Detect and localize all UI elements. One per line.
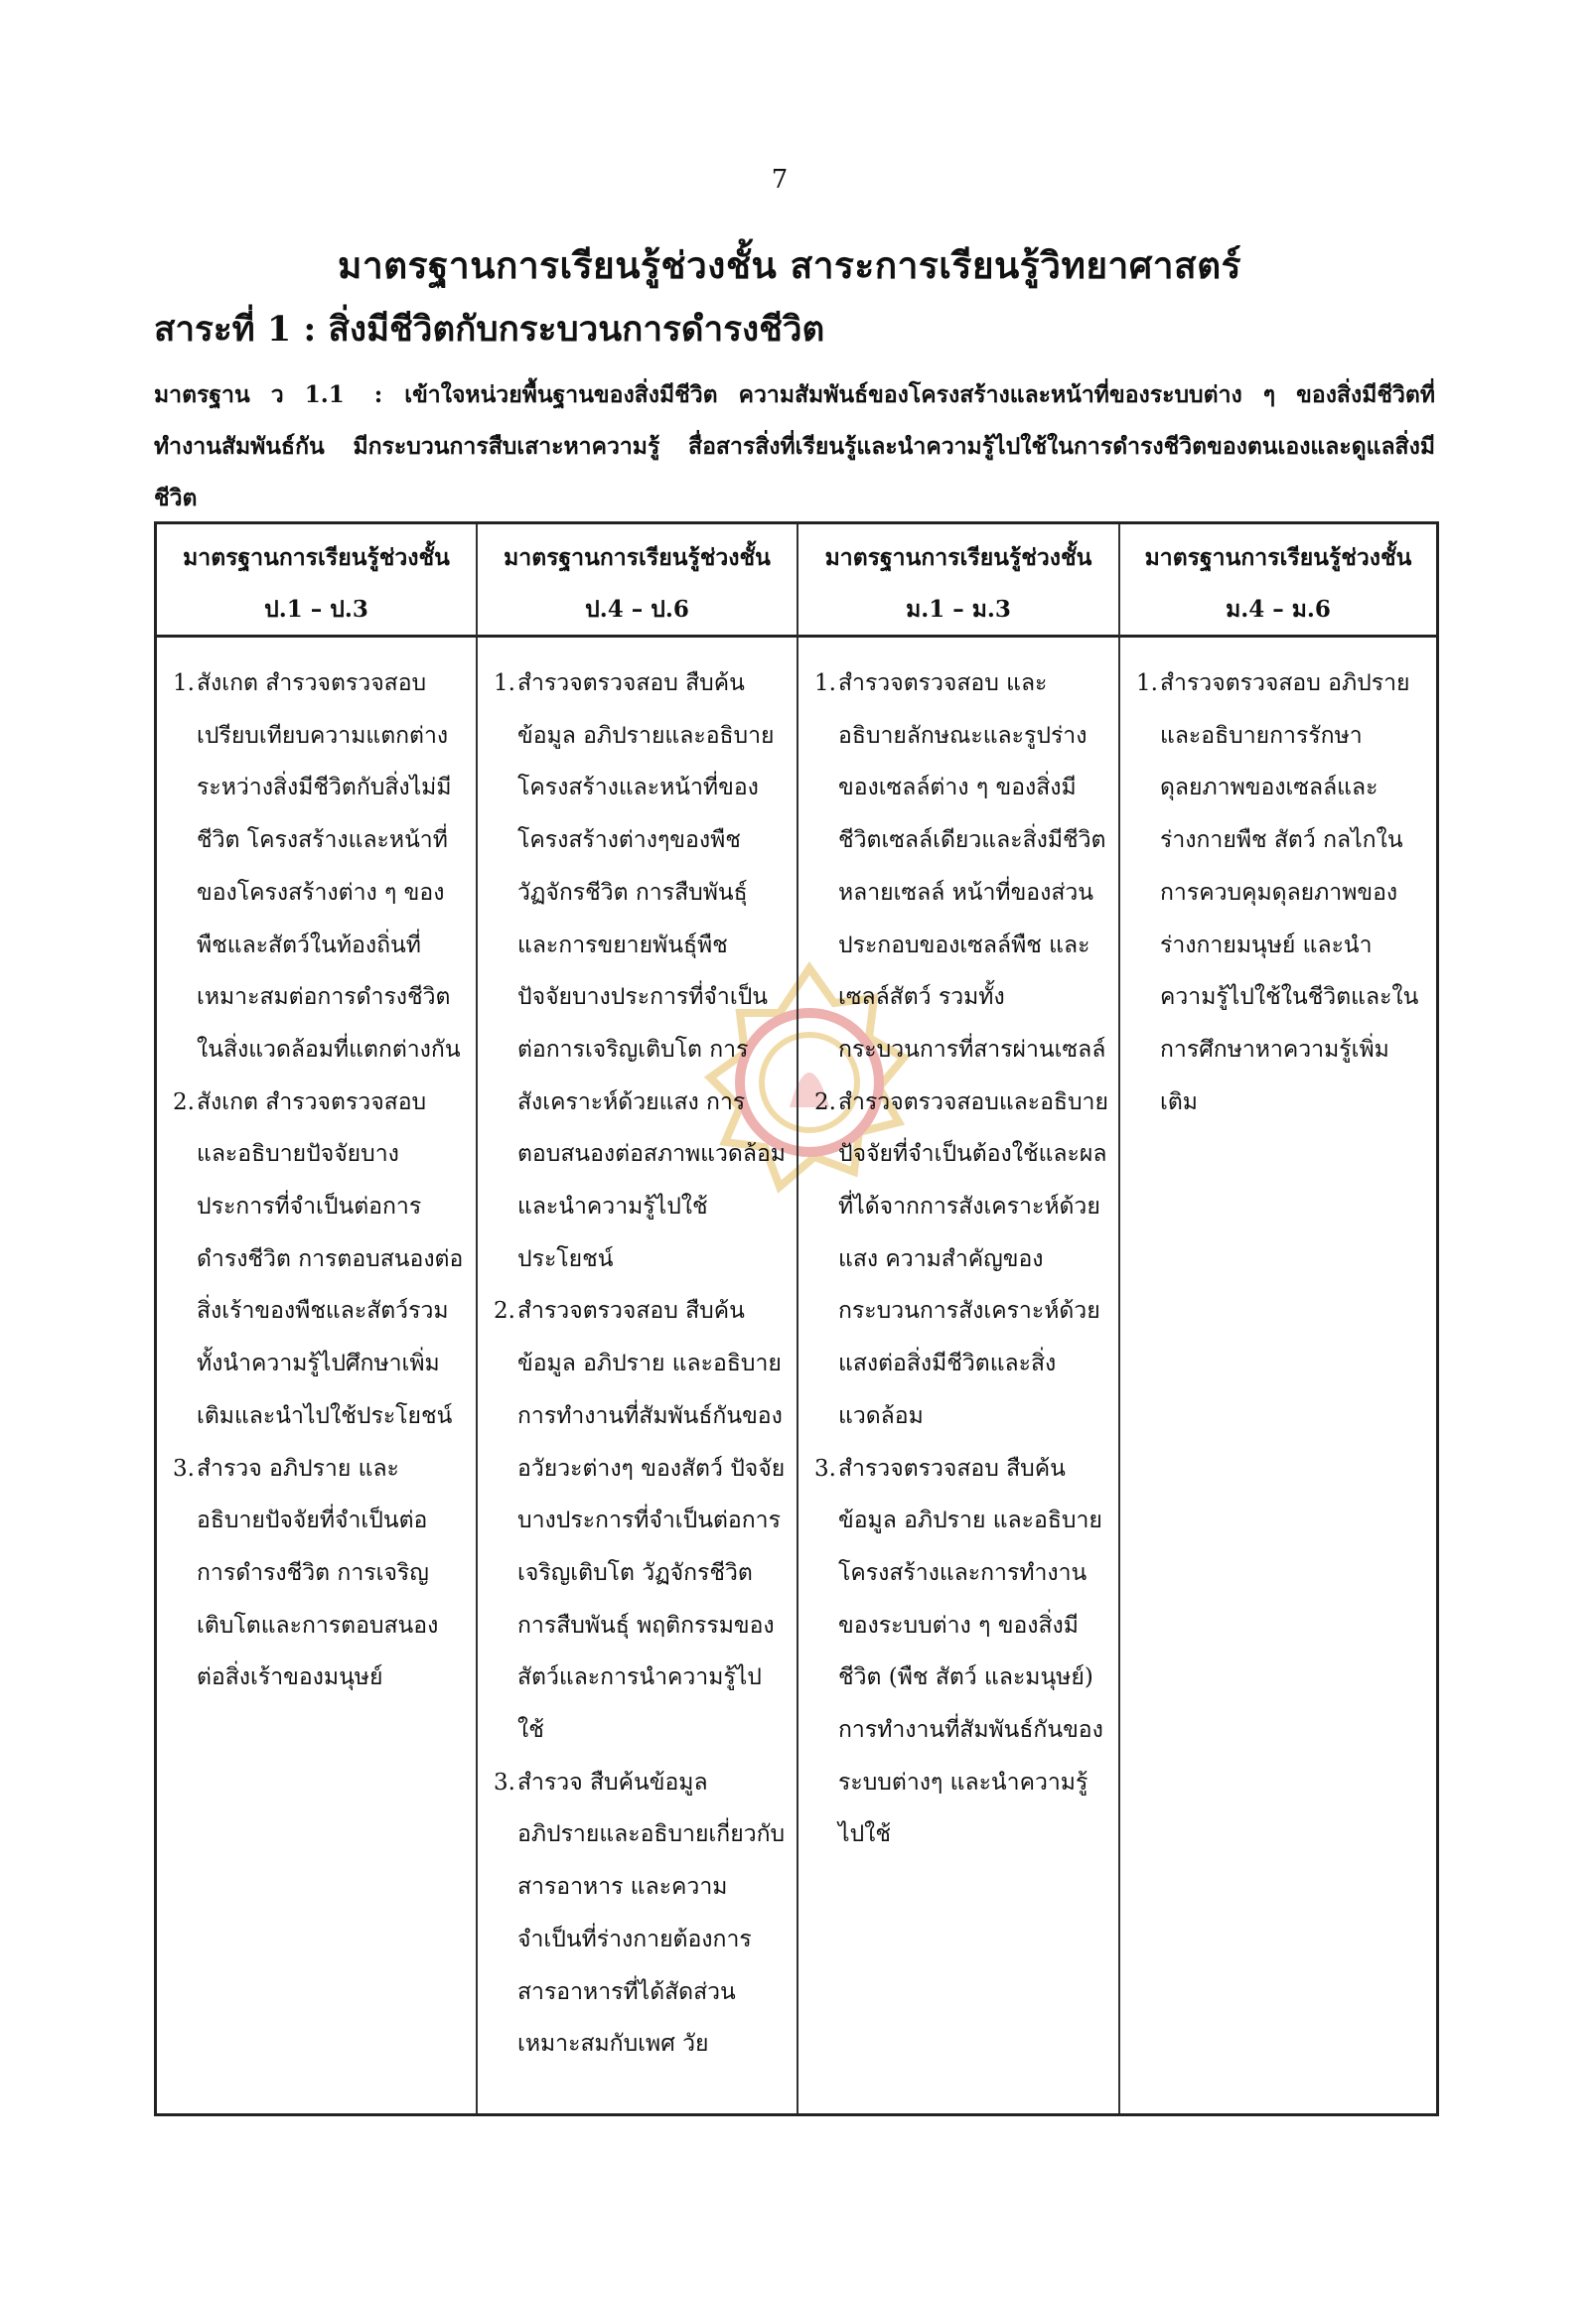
- column-header-m4-m6: [1120, 524, 1436, 638]
- standards-table: [154, 521, 1439, 2116]
- page-number: 7: [771, 165, 789, 195]
- item-text: สำรวจตรวจสอบ และอธิบายลักษณะและรูปร่างของเซลล์ต่าง ๆ ของสิ่งมีชีวิตเซลล์เดียวและสิ่งมีชีวิตหลายเซลล์ หน้าที่ของส่วนประกอบของเซลล์พืช และเซลล์สัตว์ รวมทั้งกระบวนการที่สารผ่านเซลล์: [838, 670, 1106, 1063]
- standard-item: [814, 657, 1108, 1077]
- standard-item: [1136, 657, 1426, 1128]
- column-header-p1-p3: [157, 524, 478, 638]
- item-number: 2.: [173, 1088, 195, 1115]
- standard-item: [814, 1077, 1108, 1443]
- standard-code: มาตรฐาน ว 1.1: [154, 381, 345, 408]
- item-text: สังเกต สำรวจตรวจสอบ เปรียบเทียบความแตกต่างระหว่างสิ่งมีชีวิตกับสิ่งไม่มีชีวิต โครงสร้างและหน้าที่ของโครงสร้างต่าง ๆ ของพืชและสัตว์ในท้องถิ่นที่เหมาะสมต่อการดำรงชีวิตในสิ่งแวดล้อมที่แตกต่างกัน: [197, 670, 461, 1063]
- standard-item: [494, 1757, 787, 2071]
- item-number: 3.: [173, 1455, 195, 1482]
- column-body-p4-p6: [478, 638, 798, 2113]
- standard-item: [173, 1443, 466, 1705]
- column-header-grade: ม.1 – ม.3: [906, 596, 1011, 623]
- column-header-grade: ป.4 – ป.6: [585, 596, 689, 623]
- item-text: สำรวจตรวจสอบ สืบค้นข้อมูล อภิปรายและอธิบายโครงสร้างและหน้าที่ของโครงสร้างต่างๆของพืช วัฏจักรชีวิต การสืบพันธุ์และการขยายพันธุ์พืช ปัจจัยบางประการที่จำเป็นต่อการเจริญเติบโต การสังเคราะห์ด้วยแสง การตอบสนองต่อสภาพแวดล้อม และนำความรู้ไปใช้ประโยชน์: [517, 670, 786, 1272]
- standard-item: [494, 1285, 787, 1756]
- page-title: มาตรฐานการเรียนรู้ช่วงชั้น สาระการเรียนรู้วิทยาศาสตร์: [337, 243, 1242, 287]
- column-body-p1-p3: [157, 638, 478, 2113]
- standard-statement: [154, 369, 1435, 524]
- item-text: สำรวจตรวจสอบ อภิปราย และอธิบายการรักษาดุลยภาพของเซลล์และร่างกายพืช สัตว์ กลไกในการควบคุมดุลยภาพของร่างกายมนุษย์ และนำความรู้ไปใช้ในชีวิตและในการศึกษาหาความรู้เพิ่มเติม: [1160, 670, 1419, 1115]
- item-number: 1.: [494, 670, 515, 696]
- standard-text: เข้าใจหน่วยพื้นฐานของสิ่งมีชีวิต ความสัมพันธ์ของโครงสร้างและหน้าที่ของระบบต่าง ๆ ของสิ่งมีชีวิตที่ทำงานสัมพันธ์กัน มีกระบวนการสืบเสาะหาความรู้ สื่อสารสิ่งที่เรียนรู้และนำความรู้ไปใช้ในการดำรงชีวิตของตนเองและดูแลสิ่งมีชีวิต: [154, 381, 1435, 511]
- item-number: 1.: [1136, 670, 1158, 696]
- standard-item: [814, 1443, 1108, 1862]
- item-number: 1.: [173, 670, 195, 696]
- item-text: สำรวจ สืบค้นข้อมูล อภิปรายและอธิบายเกี่ยวกับสารอาหาร และความจำเป็นที่ร่างกายต้องการสารอาหารที่ได้สัดส่วนเหมาะสมกับเพศ วัย: [517, 1769, 786, 2058]
- strand-title: สาระที่ 1 : สิ่งมีชีวิตกับกระบวนการดำรงชีวิต: [154, 309, 825, 350]
- item-number: 1.: [814, 670, 836, 696]
- standard-item: [173, 1077, 466, 1443]
- item-text: สังเกต สำรวจตรวจสอบและอธิบายปัจจัยบางประการที่จำเป็นต่อการดำรงชีวิต การตอบสนองต่อสิ่งเร้าของพืชและสัตว์รวมทั้งนำความรู้ไปศึกษาเพิ่มเติมและนำไปใช้ประโยชน์: [197, 1088, 464, 1429]
- item-number: 3.: [494, 1769, 515, 1796]
- item-number: 2.: [814, 1088, 836, 1115]
- item-text: สำรวจ อภิปราย และอธิบายปัจจัยที่จำเป็นต่อการดำรงชีวิต การเจริญเติบโตและการตอบสนองต่อสิ่งเร้าของมนุษย์: [197, 1455, 439, 1691]
- column-header-p4-p6: [478, 524, 798, 638]
- item-number: 3.: [814, 1455, 836, 1482]
- column-header-label: มาตรฐานการเรียนรู้ช่วงชั้น: [1144, 544, 1412, 571]
- column-header-m1-m3: [798, 524, 1120, 638]
- standard-item: [173, 657, 466, 1077]
- item-number: 2.: [494, 1298, 515, 1325]
- item-text: สำรวจตรวจสอบและอธิบายปัจจัยที่จำเป็นต้องใช้และผลที่ได้จากการสังเคราะห์ด้วยแสง ความสำคัญของกระบวนการสังเคราะห์ด้วยแสงต่อสิ่งมีชีวิตและสิ่งแวดล้อม: [838, 1088, 1108, 1429]
- column-body-m1-m3: [798, 638, 1120, 2113]
- column-header-label: มาตรฐานการเรียนรู้ช่วงชั้น: [824, 544, 1092, 571]
- column-header-grade: ม.4 – ม.6: [1226, 596, 1331, 623]
- column-header-label: มาตรฐานการเรียนรู้ช่วงชั้น: [504, 544, 771, 571]
- column-body-m4-m6: [1120, 638, 1436, 2113]
- standard-item: [494, 657, 787, 1285]
- column-header-label: มาตรฐานการเรียนรู้ช่วงชั้น: [183, 544, 450, 571]
- item-text: สำรวจตรวจสอบ สืบค้นข้อมูล อภิปราย และอธิบายโครงสร้างและการทำงานของระบบต่าง ๆ ของสิ่งมีชีวิต (พืช สัตว์ และมนุษย์) การทำงานที่สัมพันธ์กันของระบบต่างๆ และนำความรู้ไปใช้: [838, 1455, 1103, 1848]
- item-text: สำรวจตรวจสอบ สืบค้นข้อมูล อภิปราย และอธิบายการทำงานที่สัมพันธ์กันของอวัยวะต่างๆ ของสัตว์ ปัจจัยบางประการที่จำเป็นต่อการเจริญเติบโต วัฏจักรชีวิต การสืบพันธุ์ พฤติกรรมของสัตว์และการนำความรู้ไปใช้: [517, 1298, 786, 1744]
- standard-separator: :: [373, 381, 383, 408]
- column-header-grade: ป.1 – ป.3: [264, 596, 368, 623]
